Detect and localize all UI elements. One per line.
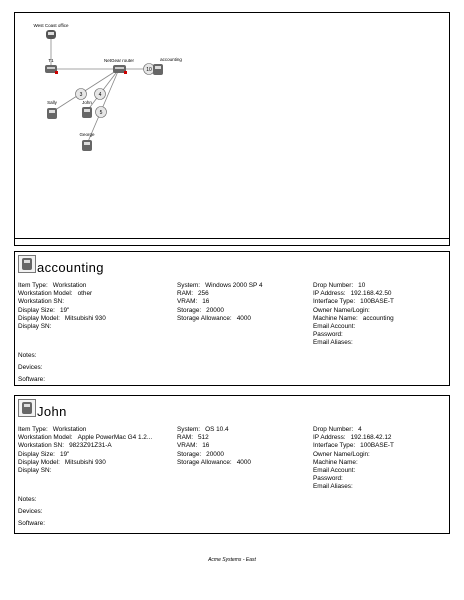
field-row: Item Type: Workstation <box>18 426 87 433</box>
field-row: Storage: 20000 <box>177 306 224 314</box>
field-row: VRAM: 16 <box>177 442 210 450</box>
map-scroll-strip[interactable] <box>15 238 449 245</box>
field-row: Workstation Model: other <box>18 290 93 298</box>
george-label: George <box>79 132 95 137</box>
record-card-accounting <box>14 251 450 386</box>
system-column <box>177 282 312 323</box>
west-coast-office-node <box>46 30 56 39</box>
field-row: Email Account: <box>313 466 356 474</box>
field-row: Interface Type: 100BASE-T <box>313 442 394 450</box>
field-row: Storage: 20000 <box>177 450 224 458</box>
field-row: Display Model: Mitsubishi 930 <box>18 458 106 466</box>
record-extras <box>18 350 45 387</box>
record-title: accounting <box>37 260 104 275</box>
field-row: Storage Allowance: 4000 <box>177 458 251 466</box>
field-row: Password: <box>313 475 343 483</box>
accounting-node <box>153 64 163 75</box>
drop-10-label: 10 <box>146 66 152 73</box>
field-row: Display SN: <box>18 466 52 474</box>
router-label: NetGear router <box>103 58 135 63</box>
field-row: VRAM: 16 <box>177 298 210 306</box>
record-card-john <box>14 395 450 534</box>
network-column <box>313 426 445 492</box>
george-node <box>82 140 92 151</box>
field-row: Workstation SN: <box>18 298 65 306</box>
field-row: Display Model: Mitsubishi 930 <box>18 314 106 322</box>
john-node <box>82 107 92 118</box>
t1-node <box>45 65 58 74</box>
software-label: Software: <box>18 520 45 528</box>
field-row: Password: <box>313 331 343 339</box>
field-row: Email Aliases: <box>313 483 353 491</box>
software-label: Software: <box>18 376 45 384</box>
field-row: Email Aliases: <box>313 339 353 347</box>
page-footer: Acme Systems - East <box>208 557 256 563</box>
field-row: Workstation Model: Apple PowerMac G4 1.2... <box>18 434 153 442</box>
field-row: IP Address: 192.168.42.12 <box>313 434 392 442</box>
field-row: Workstation SN: 9823Z91Z31-A <box>18 442 112 450</box>
field-row: Display SN: <box>18 322 52 330</box>
accounting-label: accounting <box>160 57 182 62</box>
west-coast-office-label: West Coast office <box>33 23 69 28</box>
field-row: Owner Name/Login: <box>313 450 370 458</box>
drop-5-label: 5 <box>99 109 103 116</box>
field-row: Owner Name/Login: <box>313 306 370 314</box>
workstation-icon <box>18 399 36 417</box>
sally-node <box>47 108 57 119</box>
field-row: RAM: 256 <box>177 290 209 298</box>
notes-label: Notes: <box>18 496 37 503</box>
field-row: IP Address: 192.168.42.50 <box>313 290 392 298</box>
drop-4-label: 4 <box>98 91 102 98</box>
field-row: Drop Number: 4 <box>313 426 362 433</box>
field-row: Drop Number: 10 <box>313 282 366 289</box>
drop-3-label: 3 <box>79 91 83 98</box>
network-column <box>313 282 445 348</box>
network-map[interactable] <box>14 12 450 246</box>
field-row: Display Size: 19" <box>18 450 70 458</box>
devices-label: Devices: <box>18 364 43 372</box>
field-row: System: OS 10.4 <box>177 426 229 433</box>
t1-label: T1 <box>48 58 54 63</box>
field-row: Machine Name: <box>313 458 358 466</box>
system-column <box>177 426 312 467</box>
field-row: Item Type: Workstation <box>18 282 87 289</box>
devices-label: Devices: <box>18 508 43 516</box>
john-label: John <box>82 100 92 105</box>
workstation-icon <box>18 255 36 273</box>
field-row: Display Size: 19" <box>18 306 70 314</box>
field-row: Machine Name: accounting <box>313 314 394 322</box>
record-extras <box>18 494 45 531</box>
hardware-column <box>18 426 178 475</box>
notes-label: Notes: <box>18 352 37 359</box>
field-row: Storage Allowance: 4000 <box>177 314 251 322</box>
record-title: John <box>37 404 67 419</box>
field-row: System: Windows 2000 SP 4 <box>177 282 263 289</box>
field-row: Email Account: <box>313 322 356 330</box>
hardware-column <box>18 282 178 331</box>
router-node <box>113 65 127 74</box>
network-diagram <box>15 13 449 245</box>
sally-label: Sally <box>47 100 57 105</box>
field-row: RAM: 512 <box>177 434 209 442</box>
field-row: Interface Type: 100BASE-T <box>313 298 394 306</box>
